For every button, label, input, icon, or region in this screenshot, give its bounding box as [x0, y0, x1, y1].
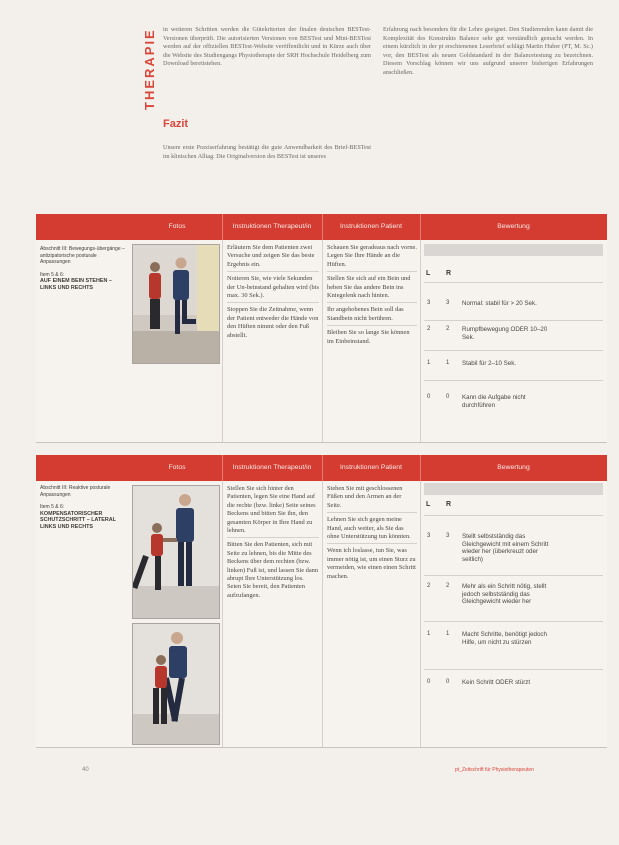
- header-fotos: Fotos: [168, 464, 186, 471]
- rating-row: Kein Schritt ODER stürzt: [462, 679, 531, 686]
- table-header: [36, 455, 607, 481]
- exercise-photo: [132, 244, 220, 364]
- rating-row: Macht Schritte, benötigt jedoch Hilfe, um nicht zu stürzen: [462, 631, 547, 646]
- exercise-photo: [132, 485, 220, 619]
- table-body: Abschnitt III: Bewegungs-übergänge – antizipatorische posturale Anpassungen Item 5 & 6: AUF EINEM BEIN STEHEN – LINKS UND RECHTS Erläutern Sie dem Patienten zwei Versuche und zeigen Sie das beste Ergebnis ein. Notieren Sie, wie viele Sekunden der Un-beinstand gehalten wird (bis max. 30 Sek.). Stoppen Sie die Zeitnahme, wenn der Patient entweder die Hände von den Hüften nimmt oder den Fuß abstellt. Schauen Sie geradeaus nach vorne. Legen Sie Ihre Hände an die Hüften. Stellen Sie sich auf ein Bein und heben Sie das andere Bein ins Kniegelenk nach hinten. Ihr angehobenes Bein soll das Standbein nicht berühren. Bleiben Sie so lange Sie können im Einbeinstand. L R 3 3 Normal: stabil für > 20 Sek. 2 2 Rumpfbewegung ODER 10–20 Sek. 1 1 Stabil für 2–10 Sek. 0 0 Kann die Aufgabe nicht durchführen: [36, 240, 607, 443]
- section-label: Abschnitt III: Reaktive posturale Anpassungen Item 5 & 6: KOMPENSATORISCHER SCHUTZSCHRITT – LATERAL LINKS UND RECHTS: [40, 485, 116, 530]
- header-bewertung: Bewertung: [497, 223, 530, 230]
- column-1-text: in weiteren Schritten werden die Gütekriterien der finalen deutschen BESTest-Versionen überprüft. Die autorisierten Versionen von BESTest und Mini-BESTest werden auf der offiziellen BESTest-Website veröffentlicht und in Kürze auch über die Website des Studiengangs Physiotherapie der SRH Hochschule Heidelberg zum Download bereitstehen.: [163, 26, 371, 68]
- bestest-table-2: [36, 455, 607, 747]
- table-header: [36, 214, 607, 240]
- bestest-table-1: [36, 214, 607, 442]
- fazit-heading: Fazit: [163, 118, 189, 130]
- lr-right: R: [446, 270, 452, 277]
- rating-row: Stellt selbstständig das Gleichgewicht mit einem Schritt wieder her (überkreuzt oder seitlich): [462, 533, 549, 563]
- header-therapeut: Instruktionen Therapeut/in: [232, 223, 312, 230]
- column-3-text: Erfahrung nach besonders für die Lehre geeignet. Den Studierenden kann damit die Komplexität des Konstrukts Balance sehr gut verständlich gemacht werden. In einem kürzlich in der pt erschienenen Leserbrief schlägt Martin Huber (PT, M. Sc.) vor, den BESTest als neuen Goldstandard in der Balancetestung zu bezeichnen. Diesem Vorschlag können wir uns aufgrund unserer bisherigen Erfahrungen anschließen.: [383, 26, 593, 76]
- patient-instructions: Schauen Sie geradeaus nach vorne. Legen Sie Ihre Hände an die Hüften. Stellen Sie sich auf ein Bein und heben Sie das andere Bein ins Kniegelenk nach hinten. Ihr angehobenes Bein soll das Standbein nicht berühren. Bleiben Sie so lange Sie können im Einbeinstand.: [327, 244, 417, 345]
- lr-left: L: [426, 501, 431, 508]
- table-body: Abschnitt III: Reaktive posturale Anpassungen Item 5 & 6: KOMPENSATORISCHER SCHUTZSCHRITT – LATERAL LINKS UND RECHTS Stellen Sie sich hinter den Patienten, legen Sie eine Hand auf die rechte (bzw. linke) Seite seines Beckens und bitten Sie ihn, den gesamten Körper in Ihre Hand zu lehnen. Bitten Sie den Patienten, sich mit Seite zu lehnen, bis die Mitte des Beckens über dem rechten (bzw. linken) Fuß ist, und lassen Sie dann abrupt Ihre Unterstützung los. Seien Sie bereit, den Patienten aufzufangen. Stehen Sie mit geschlossenen Füßen und den Armen an der Seite. Lehnen Sie sich gegen meine Hand, auch weiter, als Sie das ohne Unterstützung tun könnten. Wenn ich loslasse, tun Sie, was immer nötig ist, um einen Sturz zu vermeiden, wie einen einen Schritt machen. L R 3 3 Stellt selbstständig das Gleichgewicht mit einem Schritt wieder her (überkreuzt oder seitlich) 2 2 Mehr als ein Schritt nötig, stellt jedoch selbstständig das Gleichgewicht wieder her 1 1 Macht Schritte, benötigt jedoch Hilfe, um nicht zu stürzen 0 0 Kein Schritt ODER stürzt: [36, 481, 607, 748]
- patient-instructions: Stehen Sie mit geschlossenen Füßen und den Armen an der Seite. Lehnen Sie sich gegen meine Hand, auch weiter, als Sie das ohne Unterstützung tun könnten. Wenn ich loslasse, tun Sie, was immer nötig ist, um einen Sturz zu vermeiden, wie einen einen Schritt machen.: [327, 485, 416, 580]
- column-2-text: Unsere erste Praxiserfahrung bestätigt die gute Anwendbarkeit des Brief-BESTest im klinischen Alltag. Die Originalversion des BESTest ist unseres: [163, 144, 371, 160]
- rating-row: Kann die Aufgabe nicht durchführen: [462, 394, 526, 409]
- rating-row: Mehr als ein Schritt nötig, stellt jedoch selbstständig das Gleichgewicht wieder her: [462, 583, 547, 606]
- rating-row: Rumpfbewegung ODER 10–20 Sek.: [462, 326, 548, 341]
- journal-name: pt_Zeitschrift für Physiotherapeuten: [455, 767, 534, 773]
- lr-left: L: [426, 270, 431, 277]
- page-number: 40: [82, 767, 89, 773]
- header-therapeut: Instruktionen Therapeut/in: [232, 464, 312, 471]
- therapist-instructions: Stellen Sie sich hinter den Patienten, legen Sie eine Hand auf die rechte (bzw. linke) Seite seines Beckens und bitten Sie ihn, den gesamten Körper in Ihre Hand zu lehnen. Bitten Sie den Patienten, sich mit Seite zu lehnen, bis die Mitte des Beckens über dem rechten (bzw. linken) Fuß ist, und lassen Sie dann abrupt Ihre Unterstützung los. Seien Sie bereit, den Patienten aufzufangen.: [227, 485, 319, 599]
- section-label: Abschnitt III: Bewegungs-übergänge – antizipatorische posturale Anpassungen Item 5 & 6: AUF EINEM BEIN STEHEN – LINKS UND RECHTS: [40, 246, 125, 291]
- rating-row: Normal: stabil für > 20 Sek.: [462, 300, 537, 307]
- header-bewertung: Bewertung: [497, 464, 530, 471]
- header-fotos: Fotos: [168, 223, 186, 230]
- section-vertical-label: THERAPIE: [142, 28, 157, 110]
- therapist-instructions: Erläutern Sie dem Patienten zwei Versuche und zeigen Sie das beste Ergebnis ein. Notieren Sie, wie viele Sekunden der Un-beinstand gehalten wird (bis max. 30 Sek.). Stoppen Sie die Zeitnahme, wenn der Patient entweder die Hände von den Hüften nimmt oder den Fuß abstellt.: [227, 244, 319, 339]
- header-patient: Instruktionen Patient: [340, 223, 402, 230]
- lr-right: R: [446, 501, 452, 508]
- rating-row: Stabil für 2–10 Sek.: [462, 360, 517, 367]
- exercise-photo: [132, 623, 220, 745]
- header-patient: Instruktionen Patient: [340, 464, 402, 471]
